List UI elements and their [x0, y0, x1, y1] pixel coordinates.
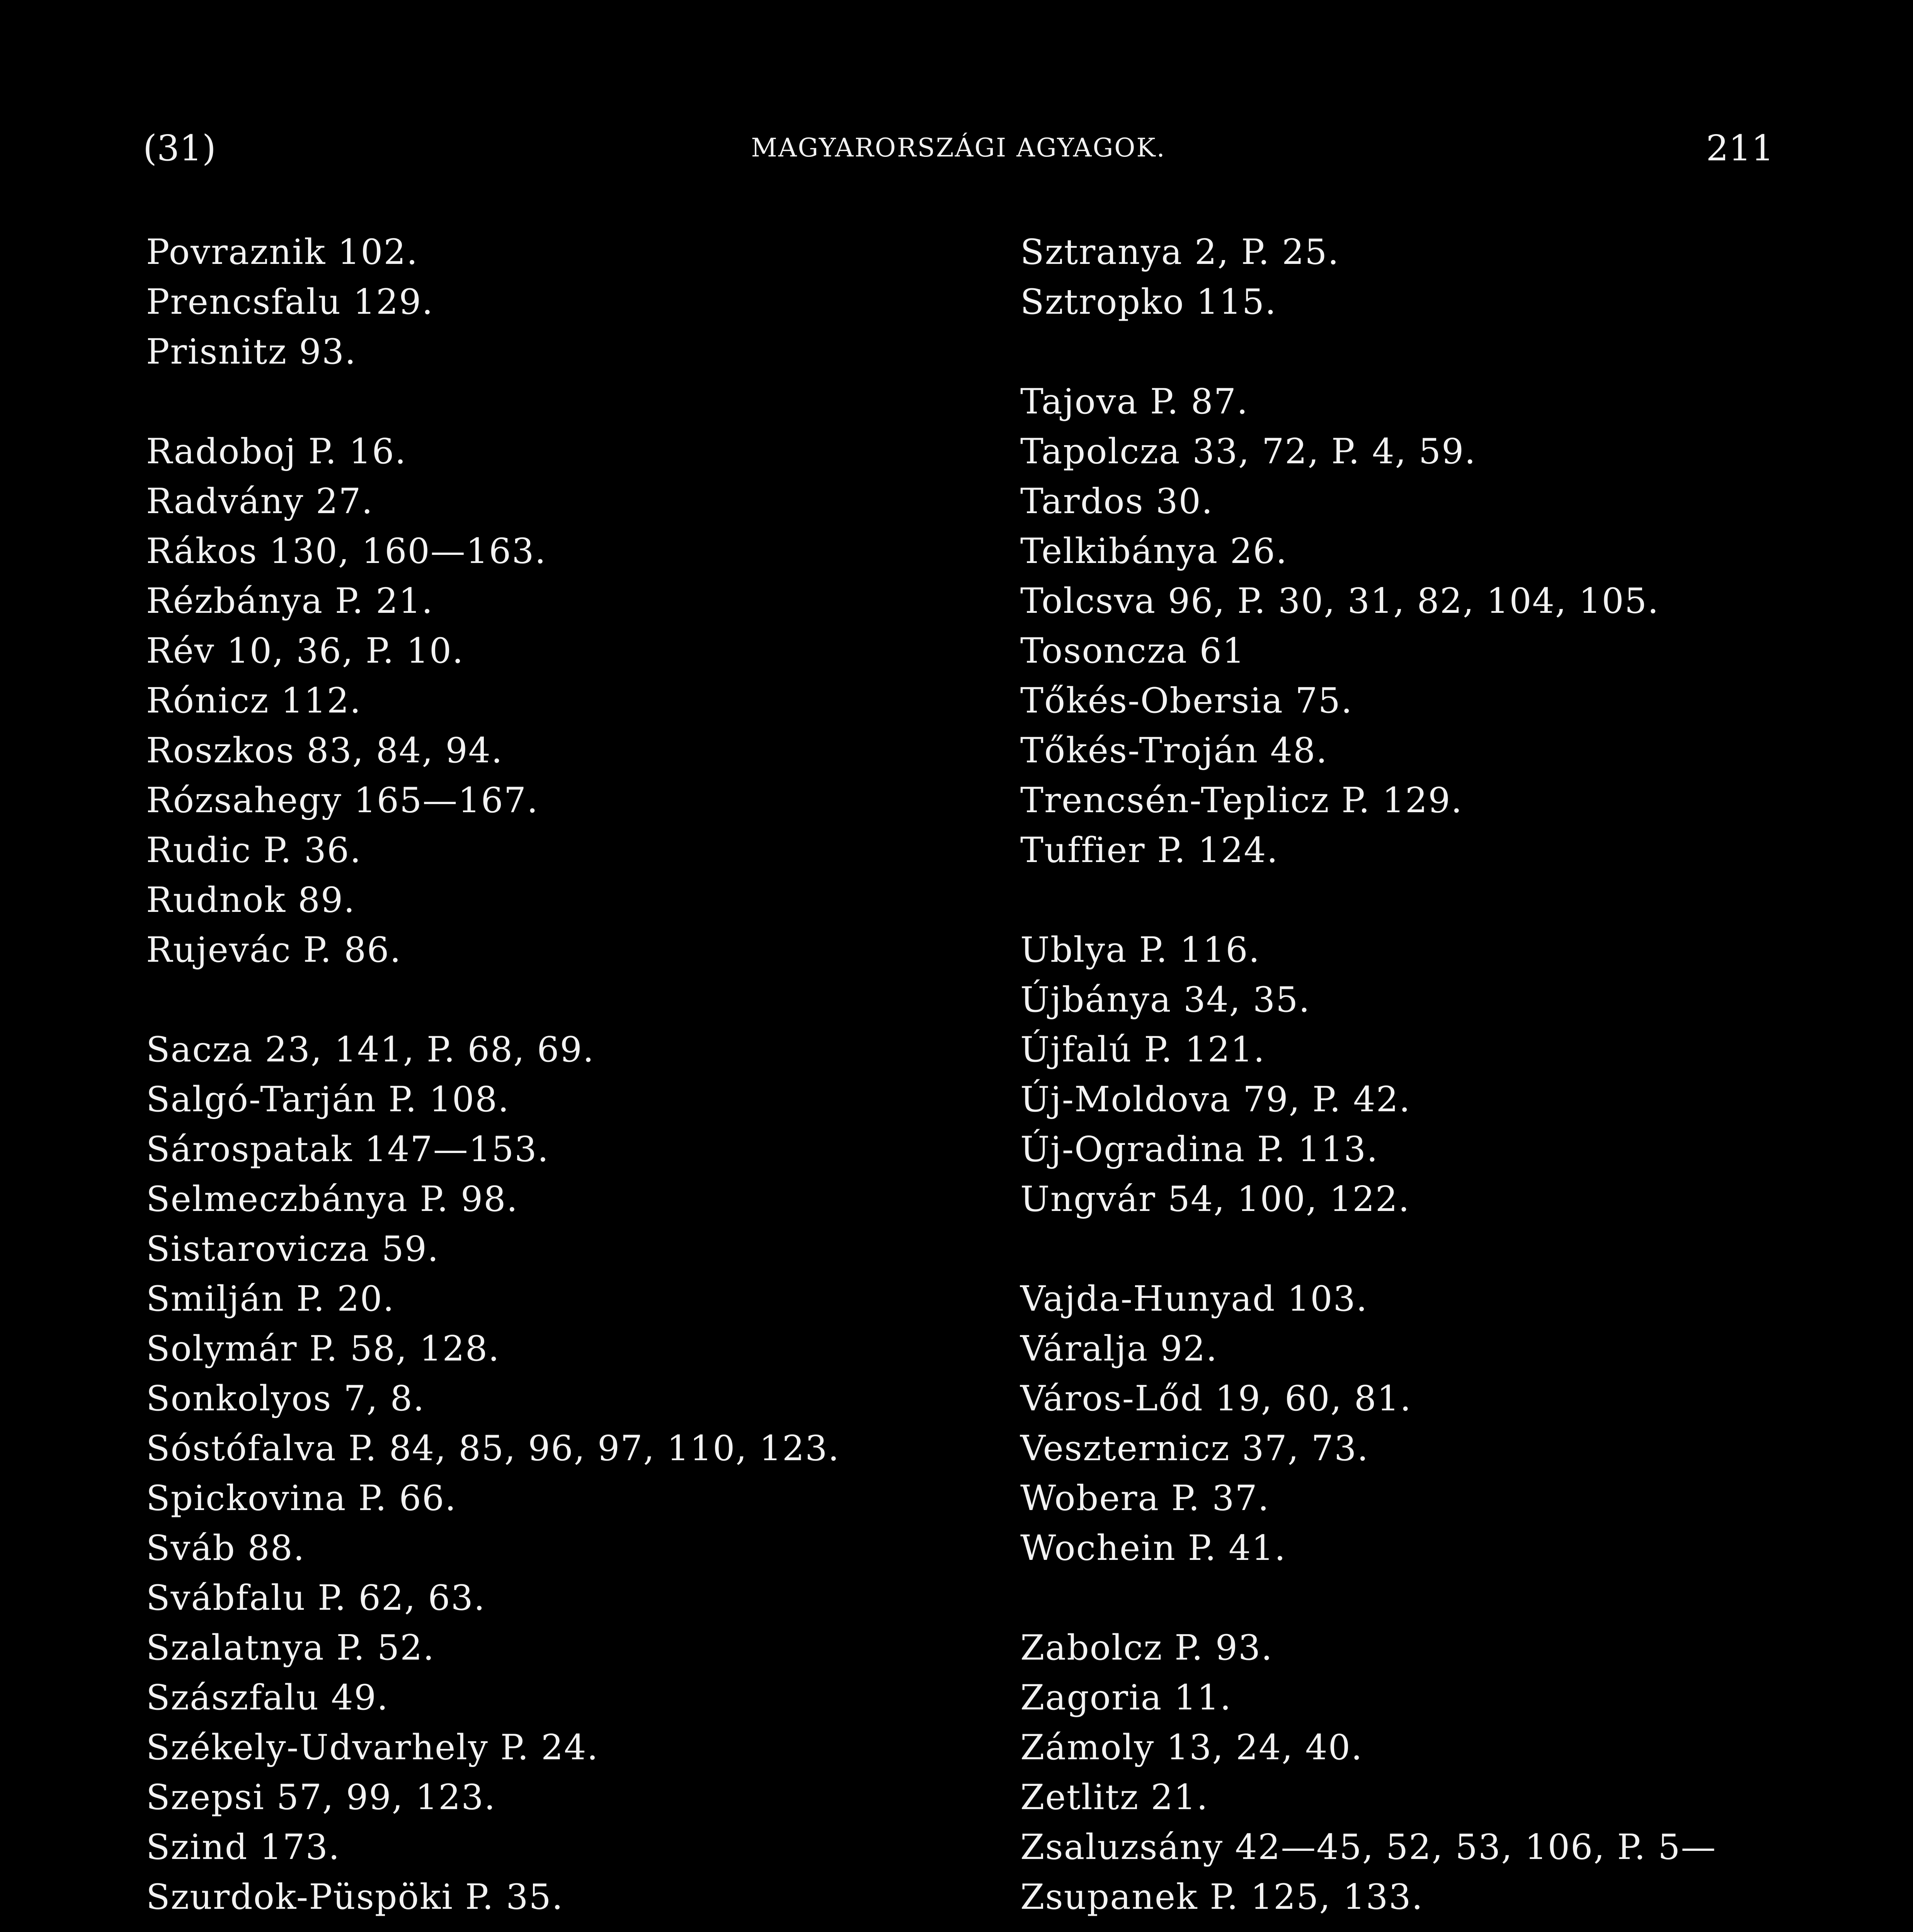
index-entry: Tőkés-Troján 48.: [1020, 730, 1328, 771]
index-entry: Povraznik 102.: [146, 232, 419, 272]
page-header: [143, 128, 1774, 174]
index-entry: Új-Moldova 79, P. 42.: [1020, 1079, 1411, 1120]
index-entry: Ublya P. 116.: [1020, 930, 1261, 970]
index-entry: Rózsahegy 165—167.: [146, 780, 539, 821]
index-entry: Szalatnya P. 52.: [146, 1628, 435, 1668]
index-entry: Székely-Udvarhely P. 24.: [146, 1727, 599, 1768]
index-entry: Smilján P. 20.: [146, 1279, 395, 1319]
index-entry: Újbánya 34, 35.: [1020, 980, 1311, 1020]
index-entry: Rév 10, 36, P. 10.: [146, 631, 464, 671]
index-entry: Zsupanek P. 125, 133.: [1020, 1877, 1424, 1917]
index-entry: Tajova P. 87.: [1020, 381, 1249, 422]
index-entry: Tardos 30.: [1020, 481, 1213, 522]
index-entry: Tuffier P. 124.: [1020, 830, 1279, 871]
index-entry: Váralja 92.: [1020, 1328, 1218, 1369]
index-entry: Újfalú P. 121.: [1020, 1029, 1266, 1070]
index-entry: Tosoncza 61: [1020, 631, 1246, 671]
index-entry: Sztropko 115.: [1020, 282, 1277, 322]
index-entry: Sóstófalva P. 84, 85, 96, 97, 110, 123.: [146, 1428, 840, 1469]
index-entry: Veszternicz 37, 73.: [1020, 1428, 1369, 1469]
page-number: 211: [1706, 128, 1774, 169]
index-entry: Vajda-Hunyad 103.: [1020, 1279, 1368, 1319]
index-entry: Tolcsva 96, P. 30, 31, 82, 104, 105.: [1020, 581, 1659, 621]
index-entry: Rákos 130, 160—163.: [146, 531, 547, 571]
index-entry: Rónicz 112.: [146, 680, 362, 721]
running-title: MAGYARORSZÁGI AGYAGOK.: [751, 133, 1166, 163]
index-entry: Zsaluzsány 42—45, 52, 53, 106, P. 5—: [1020, 1827, 1717, 1867]
index-entry: Zabolcz P. 93.: [1020, 1628, 1273, 1668]
index-entry: Város-Lőd 19, 60, 81.: [1020, 1378, 1412, 1419]
index-entry: Ungvár 54, 100, 122.: [1020, 1179, 1410, 1219]
index-entry: Szászfalu 49.: [146, 1677, 389, 1718]
index-entry: Rudic P. 36.: [146, 830, 362, 871]
index-entry: Solymár P. 58, 128.: [146, 1328, 500, 1369]
index-entry: Selmeczbánya P. 98.: [146, 1179, 519, 1219]
section-number: (31): [143, 128, 216, 169]
index-entry: Zagoria 11.: [1020, 1677, 1232, 1718]
index-entry: Prencsfalu 129.: [146, 282, 434, 322]
index-entry: Sonkolyos 7, 8.: [146, 1378, 425, 1419]
index-entry: Wobera P. 37.: [1020, 1478, 1270, 1519]
index-entry: Wochein P. 41.: [1020, 1528, 1287, 1568]
index-entry: Rudnok 89.: [146, 880, 356, 920]
index-entry: Szepsi 57, 99, 123.: [146, 1777, 496, 1818]
index-entry: Spickovina P. 66.: [146, 1478, 457, 1519]
index-entry: Szurdok-Püspöki P. 35.: [146, 1877, 564, 1917]
index-entry: Tőkés-Obersia 75.: [1020, 680, 1353, 721]
index-entry: Sárospatak 147—153.: [146, 1129, 550, 1170]
index-entry: Sistarovicza 59.: [146, 1229, 439, 1269]
index-entry: Svábfalu P. 62, 63.: [146, 1578, 486, 1618]
index-entry: Radvány 27.: [146, 481, 374, 522]
index-entry: Salgó-Tarján P. 108.: [146, 1079, 510, 1120]
index-entry: Roszkos 83, 84, 94.: [146, 730, 503, 771]
index-entry: Rujevác P. 86.: [146, 930, 402, 970]
index-entry: Prisnitz 93.: [146, 332, 357, 372]
index-entry: Radoboj P. 16.: [146, 431, 407, 472]
index-entry: Új-Ogradina P. 113.: [1020, 1129, 1379, 1170]
index-entry: Rézbánya P. 21.: [146, 581, 434, 621]
index-entry: Sztranya 2, P. 25.: [1020, 232, 1340, 272]
index-entry: Sacza 23, 141, P. 68, 69.: [146, 1029, 595, 1070]
index-entry: Telkibánya 26.: [1020, 531, 1288, 571]
index-column-right: [1020, 227, 1793, 1922]
index-entry: Tapolcza 33, 72, P. 4, 59.: [1020, 431, 1476, 472]
index-entry: Sváb 88.: [146, 1528, 305, 1568]
index-entry: Zetlitz 21.: [1020, 1777, 1208, 1818]
index-entry: Szind 173.: [146, 1827, 340, 1867]
index-entry: Trencsén-Teplicz P. 129.: [1020, 780, 1463, 821]
index-column-left: [146, 227, 996, 1922]
index-entry: Zámoly 13, 24, 40.: [1020, 1727, 1363, 1768]
